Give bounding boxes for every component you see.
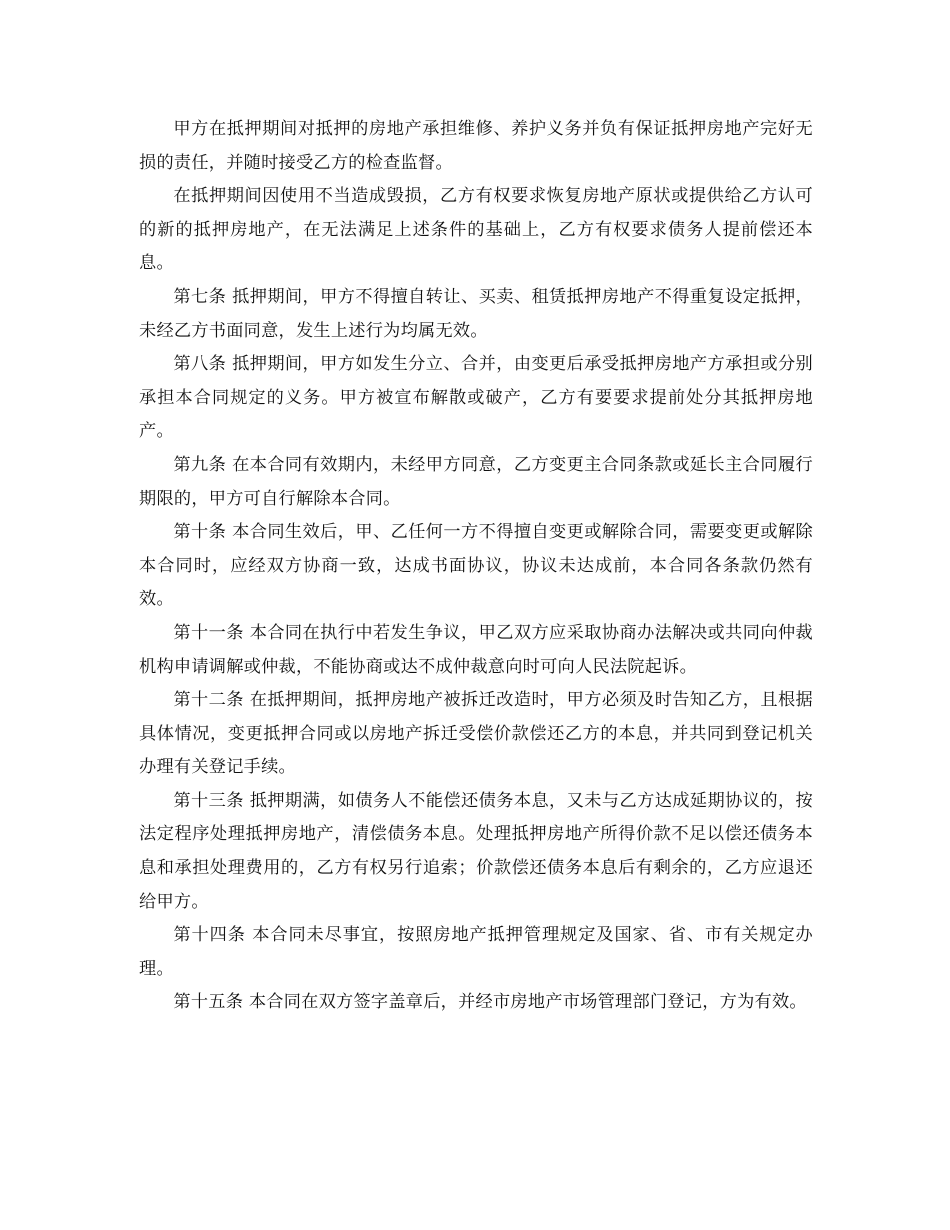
paragraph-maintenance-duty: 甲方在抵押期间对抵押的房地产承担维修、养护义务并负有保证抵押房地产完好无损的责任，并随时接受乙方的检查监督。 bbox=[139, 119, 813, 173]
paragraph-article-11: 第十一条 本合同在执行中若发生争议，甲乙双方应采取协商办法解决或共同向仲裁机构申请调解或仲裁，不能协商或达不成仲裁意向时可向人民法院起诉。 bbox=[139, 622, 813, 677]
paragraph-article-8: 第八条 抵押期间，甲方如发生分立、合并，由变更后承受抵押房地产方承担或分别承担本合同规定的义务。甲方被宣布解散或破产，乙方有要要求提前处分其抵押房地产。 bbox=[139, 354, 813, 442]
paragraph-article-12: 第十二条 在抵押期间，抵押房地产被拆迁改造时，甲方必须及时告知乙方，且根据具体情况，变更抵押合同或以房地产拆迁受偿价款偿还乙方的本息，并共同到登记机关办理有关登记手续。 bbox=[139, 690, 813, 778]
paragraph-article-10: 第十条 本合同生效后，甲、乙任何一方不得擅自变更或解除合同，需要变更或解除本合同时，应经双方协商一致，达成书面协议，协议未达成前，本合同各条款仍然有效。 bbox=[139, 522, 813, 610]
paragraph-article-9: 第九条 在本合同有效期内，未经甲方同意，乙方变更主合同条款或延长主合同履行期限的，甲方可自行解除本合同。 bbox=[139, 454, 813, 509]
paragraph-damage-remedy: 在抵押期间因使用不当造成毁损，乙方有权要求恢复房地产原状或提供给乙方认可的新的抵押房地产，在无法满足上述条件的基础上，乙方有权要求债务人提前偿还本息。 bbox=[139, 186, 813, 274]
document-body bbox=[139, 113, 813, 1020]
paragraph-article-7: 第七条 抵押期间，甲方不得擅自转让、买卖、租赁抵押房地产不得重复设定抵押，未经乙方书面同意，发生上述行为均属无效。 bbox=[139, 286, 813, 341]
paragraph-article-14: 第十四条 本合同未尽事宜，按照房地产抵押管理规定及国家、省、市有关规定办理。 bbox=[139, 925, 813, 979]
paragraph-article-13: 第十三条 抵押期满，如债务人不能偿还债务本息，又未与乙方达成延期协议的，按法定程序处理抵押房地产，清偿债务本息。处理抵押房地产所得价款不足以偿还债务本息和承担处理费用的，乙方有权另行追索；价款偿还债务本息后有剩余的，乙方应退还给甲方。 bbox=[139, 790, 813, 912]
paragraph-article-15: 第十五条 本合同在双方签字盖章后，并经市房地产市场管理部门登记，方为有效。 bbox=[173, 992, 807, 1013]
